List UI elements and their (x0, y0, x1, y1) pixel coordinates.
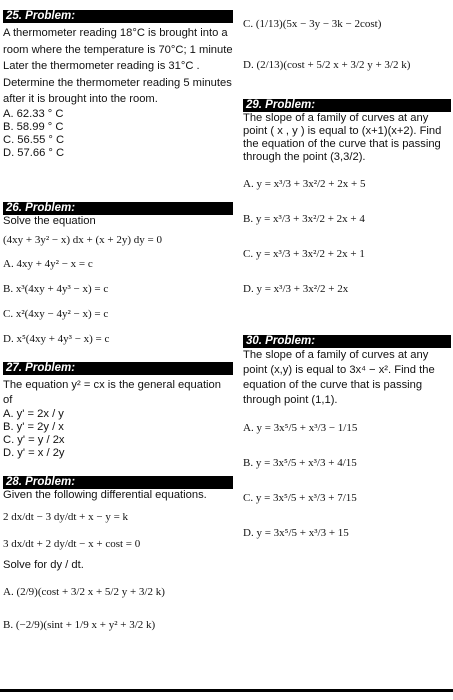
option-b: B. y = 3x⁵/5 + x³/3 + 4/15 (243, 457, 357, 469)
problem-header: 26. Problem: (3, 202, 233, 215)
option-a: A. 4xy + 4y² − x = c (3, 258, 93, 270)
problem-text: Given the following differential equations. (3, 489, 207, 501)
equation-2: 3 dx/dt + 2 dy/dt − x + cost = 0 (3, 538, 141, 550)
option-b: B. x³(4xy + 4y³ − x) = c (3, 283, 109, 295)
option-a: A. (2/9)(cost + 3/2 x + 5/2 y + 3/2 k) (3, 586, 165, 598)
page-bottom-rule (0, 689, 453, 692)
problem-25 (3, 10, 233, 160)
problem-header: 25. Problem: (3, 10, 233, 23)
equation-1: 2 dx/dt − 3 dy/dt + x − y = k (3, 511, 129, 523)
option-c: C. y = 3x⁵/5 + x³/3 + 7/15 (243, 492, 357, 504)
option-c: C. 56.55 ° C (3, 133, 65, 146)
problem-29 (243, 99, 451, 296)
option-c: C. y = x³/3 + 3x²/2 + 2x + 1 (243, 248, 365, 260)
option-b: B. (−2/9)(sint + 1/9 x + y² + 3/2 k) (3, 619, 156, 631)
option-a: A. y' = 2x / y (3, 408, 64, 420)
problem-text: A thermometer reading 18°C is brought into a room where the temperature is 70°C; 1 minute Later the thermometer reading is 31°C . Determine the thermometer reading 5 minutes after it is brought into the room. (3, 27, 233, 105)
option-b: B. y' = 2y / x (3, 421, 64, 433)
problem-header: 28. Problem: (3, 476, 233, 489)
problem-header: 30. Problem: (243, 335, 451, 348)
option-a: A. 62.33 ° C (3, 107, 64, 120)
problem-text: Solve the equation (3, 215, 96, 227)
problem-text: The slope of a family of curves at any point ( x , y ) is equal to (x+1)(x+2). Find the equation of the curve that is passing through the point (3,3/2). (243, 112, 442, 163)
option-b: B. 58.99 ° C (3, 120, 64, 133)
option-d: D. x⁵(4xy + 4y³ − x) = c (3, 333, 110, 345)
problem-header: 27. Problem: (3, 362, 233, 375)
problem-28 (3, 476, 233, 632)
problem-30 (243, 335, 451, 540)
equation: (4xy + 3y² − x) dx + (x + 2y) dy = 0 (3, 234, 162, 246)
problem-text: The slope of a family of curves at any point (x,y) is equal to 3x⁴ − x². Find the equation of the curve that is passing through point (1,1). (243, 349, 435, 406)
solve-instruction: Solve for dy / dt. (3, 559, 84, 571)
problem-28-continued (243, 18, 451, 72)
option-a: A. y = 3x⁵/5 + x³/3 − 1/15 (243, 422, 358, 434)
option-c: C. (1/13)(5x − 3y − 3k − 2cost) (243, 18, 382, 30)
option-d: D. y = 3x⁵/5 + x³/3 + 15 (243, 527, 349, 539)
option-b: B. y = x³/3 + 3x²/2 + 2x + 4 (243, 213, 365, 225)
option-d: D. y' = x / 2y (3, 447, 65, 459)
option-d: D. 57.66 ° C (3, 146, 65, 159)
option-d: D. y = x³/3 + 3x²/2 + 2x (243, 283, 349, 295)
problem-text: The equation y² = cx is the general equation of (3, 379, 221, 406)
option-c: C. x²(4xy − 4y² − x) = c (3, 308, 109, 320)
problem-27 (3, 362, 233, 460)
problem-26 (3, 202, 233, 346)
option-a: A. y = x³/3 + 3x²/2 + 2x + 5 (243, 178, 366, 190)
option-c: C. y' = y / 2x (3, 434, 65, 446)
option-d: D. (2/13)(cost + 5/2 x + 3/2 y + 3/2 k) (243, 59, 411, 71)
problem-header: 29. Problem: (243, 99, 451, 112)
